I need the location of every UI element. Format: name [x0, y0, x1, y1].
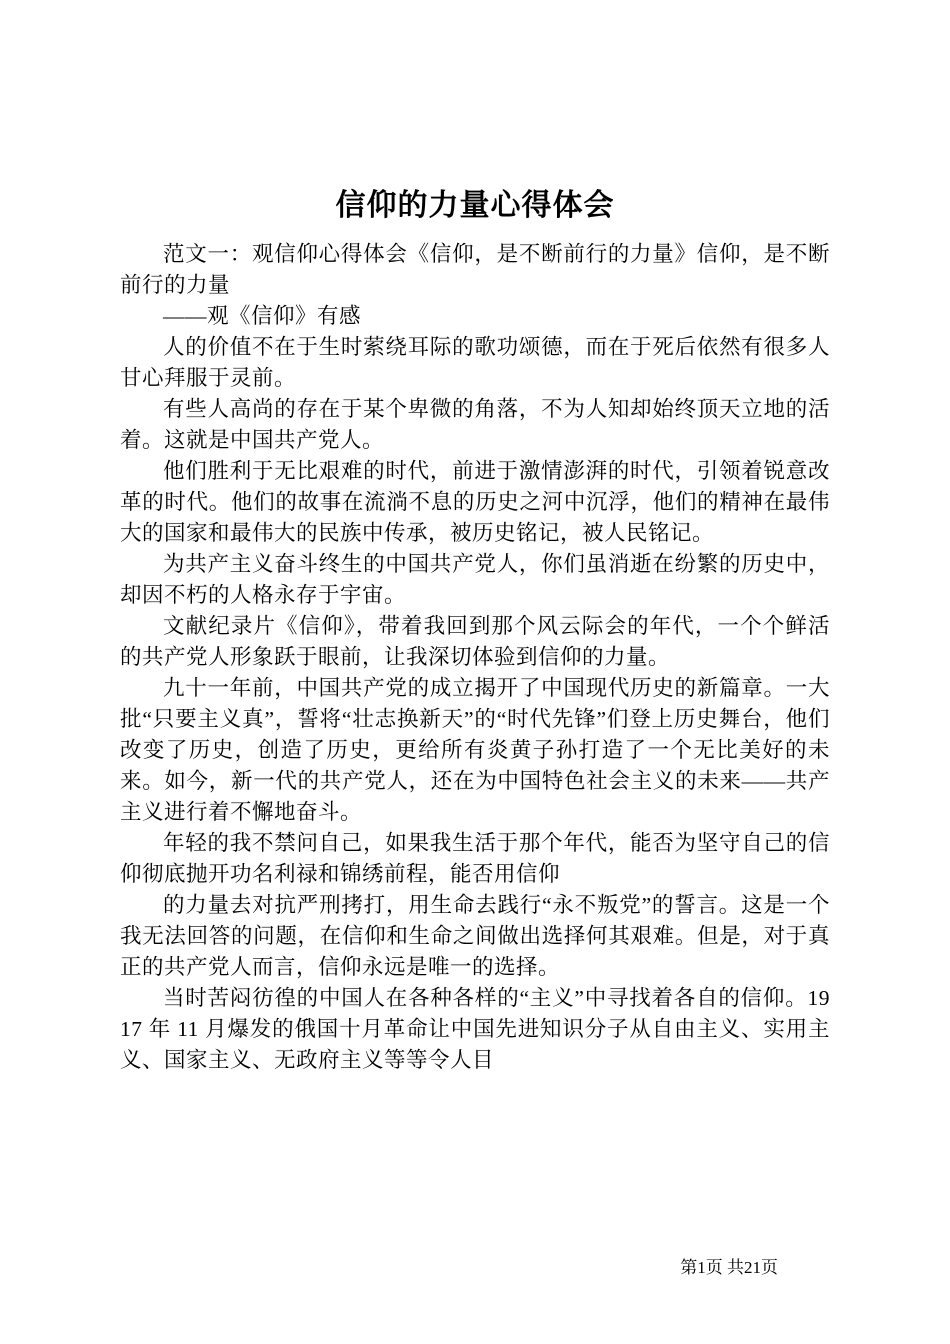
page-number-footer: 第1页 共21页 — [680, 1258, 778, 1277]
paragraph: 的力量去对抗严刑拷打，用生命去践行“永不叛党”的誓言。这是一个我无法回答的问题，在信仰和生命之间做出选择何其艰难。但是，对于真正的共产党人而言，信仰永远是唯一的选择。 — [120, 893, 830, 979]
page-title: 信仰的力量心得体会 — [335, 189, 615, 222]
paragraph: 文献纪录片《信仰》，带着我回到那个风云际会的年代，一个个鲜活的共产党人形象跃于眼前，让我深切体验到信仰的力量。 — [120, 614, 830, 669]
document-body — [120, 239, 830, 1076]
paragraph: 为共产主义奋斗终生的中国共产党人，你们虽消逝在纷繁的历史中，却因不朽的人格永存于宇宙。 — [120, 552, 830, 607]
paragraph: 他们胜利于无比艰难的时代，前进于激情澎湃的时代，引领着锐意改革的时代。他们的故事在流淌不息的历史之河中沉浮，他们的精神在最伟大的国家和最伟大的民族中传承，被历史铭记，被人民铭记。 — [120, 459, 830, 545]
paragraph: ——观《信仰》有感 — [163, 304, 362, 328]
paragraph: 范文一：观信仰心得体会《信仰，是不断前行的力量》信仰，是不断前行的力量 — [120, 242, 830, 297]
paragraph: 九十一年前，中国共产党的成立揭开了中国现代历史的新篇章。一大批“只要主义真”，誓将“壮志换新天”的“时代先锋”们登上历史舞台，他们改变了历史，创造了历史，更给所有炎黄子孙打造了一个无比美好的未来。如今，新一代的共产党人，还在为中国特色社会主义的未来——共产主义进行着不懈地奋斗。 — [120, 676, 830, 824]
paragraph: 当时苦闷彷徨的中国人在各种各样的“主义”中寻找着各自的信仰。1917 年 11 月爆发的俄国十月革命让中国先进知识分子从自由主义、实用主义、国家主义、无政府主义等等令人目 — [120, 986, 830, 1072]
paragraph: 人的价值不在于生时萦绕耳际的歌功颂德，而在于死后依然有很多人甘心拜服于灵前。 — [120, 335, 830, 390]
paragraph: 有些人高尚的存在于某个卑微的角落，不为人知却始终顶天立地的活着。这就是中国共产党人。 — [120, 397, 830, 452]
paragraph: 年轻的我不禁问自己，如果我生活于那个年代，能否为坚守自己的信仰彻底抛开功名利禄和锦绣前程，能否用信仰 — [120, 831, 830, 886]
